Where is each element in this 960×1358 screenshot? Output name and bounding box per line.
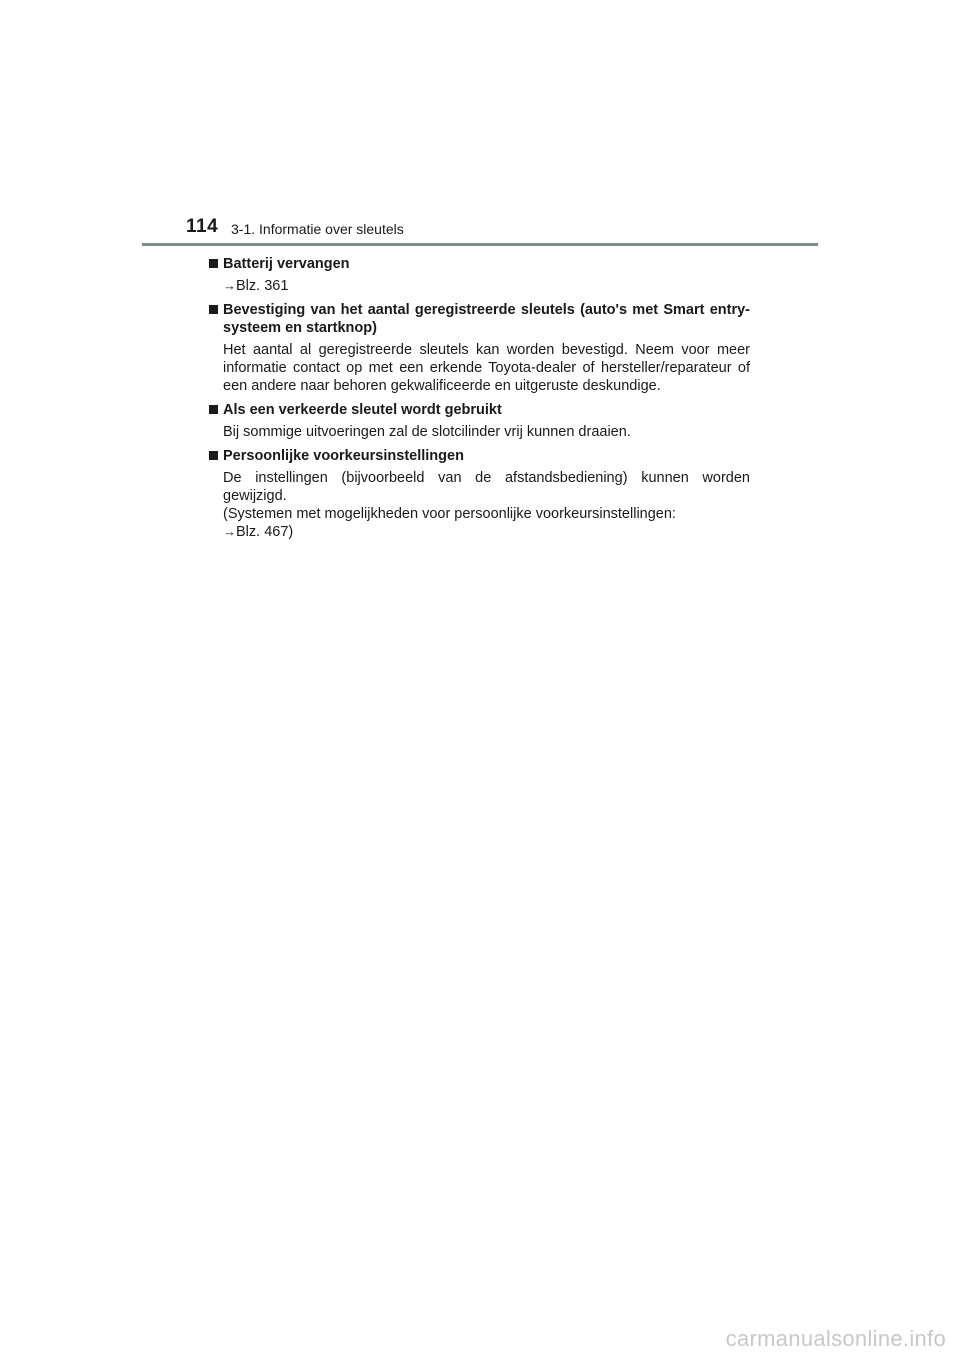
- square-bullet-icon: [209, 405, 218, 414]
- content: [209, 255, 750, 547]
- section-key-count: [209, 301, 750, 395]
- watermark: carmanualsonline.info: [725, 1326, 946, 1351]
- square-bullet-icon: [209, 451, 218, 460]
- section-body: Bij sommige uitvoeringen zal de slotcilinder vrij kunnen draaien.: [223, 424, 631, 440]
- section-wrong-key: [209, 401, 750, 441]
- section-heading: [209, 301, 750, 337]
- section-battery: [209, 255, 750, 295]
- section-heading: [209, 447, 750, 465]
- section-heading: [209, 255, 750, 273]
- section-personal-settings: [209, 447, 750, 541]
- page-reference-text: Blz. 467): [236, 524, 294, 540]
- square-bullet-icon: [209, 305, 218, 314]
- section-title: 3-1. Informatie over sleutels: [231, 221, 404, 237]
- section-body: [209, 277, 750, 295]
- arrow-right-icon: →: [223, 524, 236, 539]
- section-heading-text: Als een verkeerde sleutel wordt gebruikt: [223, 402, 502, 418]
- section-body-extra: (Systemen met mogelijkheden voor persoonlijke voorkeursinstellingen:: [223, 506, 676, 522]
- page-reference[interactable]: [223, 523, 750, 541]
- page-number: 114: [186, 216, 219, 237]
- section-heading-text: Batterij vervangen: [223, 256, 350, 272]
- page-reference[interactable]: [223, 277, 750, 295]
- square-bullet-icon: [209, 259, 218, 268]
- section-body-text: De instellingen (bijvoorbeeld van de afstandsbediening) kunnen worden gewijzigd.: [223, 470, 750, 504]
- section-heading-text: Persoonlijke voorkeursinstellingen: [223, 448, 464, 464]
- section-body: [209, 469, 750, 541]
- header-rule: [142, 243, 818, 246]
- arrow-right-icon: →: [223, 278, 236, 293]
- section-heading: [209, 401, 750, 419]
- section-heading-text: Bevestiging van het aantal geregistreerde sleutels (auto's met Smart entry-systeem en startknop): [223, 302, 750, 336]
- section-body: Het aantal al geregistreerde sleutels kan worden bevestigd. Neem voor meer informatie contact op met een erkende Toyota-dealer of hersteller/reparateur of een andere naar behoren gekwalificeerde en uitgeruste deskundige.: [223, 342, 750, 394]
- page-reference-text: Blz. 361: [236, 278, 289, 294]
